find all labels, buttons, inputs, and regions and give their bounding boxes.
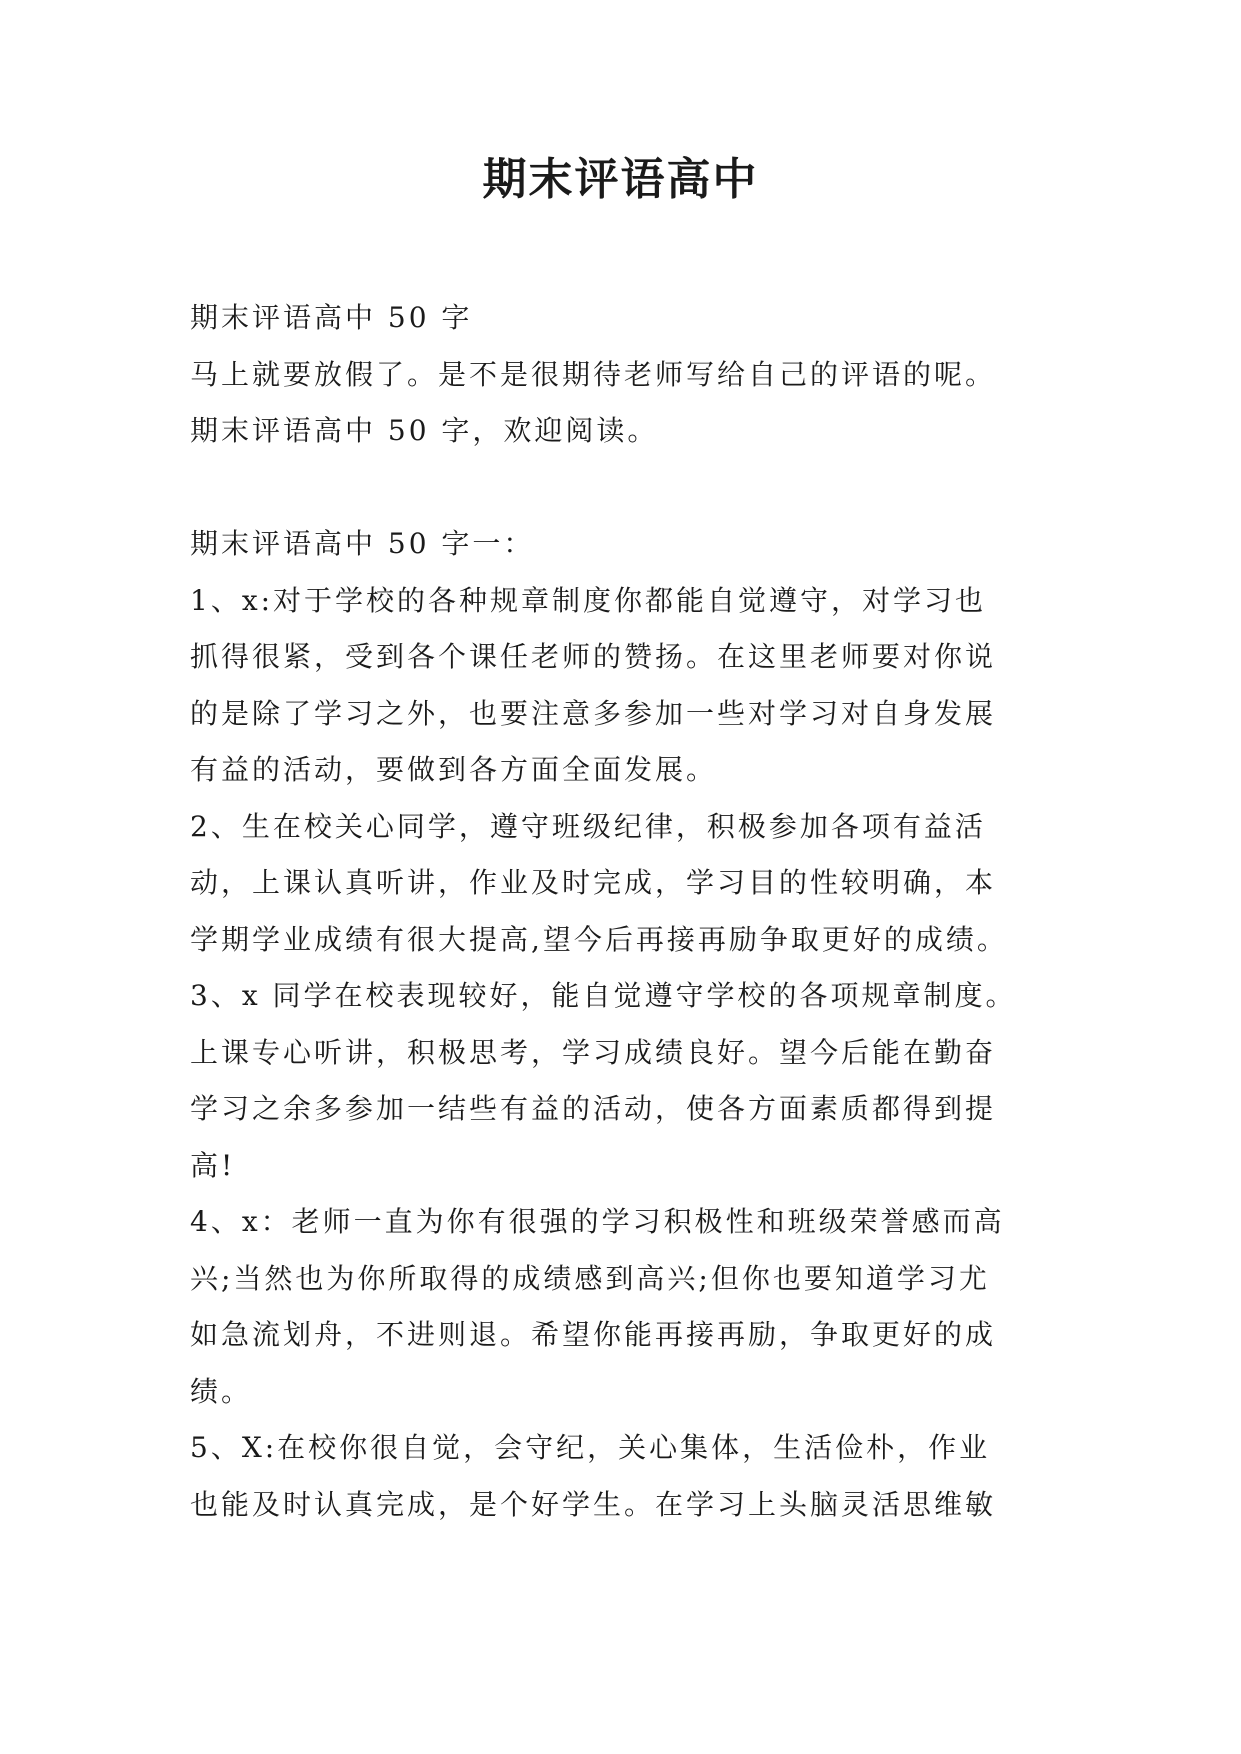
text-line: 马上就要放假了。是不是很期待老师写给自己的评语的呢。 <box>190 357 997 391</box>
text-line: 的是除了学习之外，也要注意多参加一些对学习对自身发展 <box>190 696 997 730</box>
text-line: 兴;当然也为你所取得的成绩感到高兴;但你也要知道学习尤 <box>190 1261 990 1295</box>
text-line: 1、x:对于学校的各种规章制度你都能自觉遵守，对学习也 <box>190 583 987 617</box>
text-line: 动，上课认真听讲，作业及时完成，学习目的性较明确，本 <box>190 866 997 899</box>
text-line: 5、X:在校你很自觉，会守纪，关心集体，生活俭朴，作业 <box>190 1431 991 1464</box>
text-line: 期末评语高中 50 字，欢迎阅读。 <box>190 414 659 447</box>
text-line: 4、x：老师一直为你有很强的学习积极性和班级荣誉感而高 <box>190 1205 1005 1238</box>
blank-line <box>190 460 1070 517</box>
text-line: 绩。 <box>190 1374 253 1408</box>
text-line: 有益的活动，要做到各方面全面发展。 <box>190 753 718 786</box>
text-line: 2、生在校关心同学，遵守班级纪律，积极参加各项有益活 <box>190 809 986 843</box>
text-line: 期末评语高中 50 字 <box>190 301 473 334</box>
text-line: 抓得很紧，受到各个课任老师的赞扬。在这里老师要对你说 <box>190 640 997 673</box>
text-line: 学习之余多参加一结些有益的活动，使各方面素质都得到提 <box>190 1092 997 1125</box>
text-line: 学期学业成绩有很大提高,望今后再接再励争取更好的成绩。 <box>190 922 1008 956</box>
text-line: 上课专心听讲，积极思考，学习成绩良好。望今后能在勤奋 <box>190 1035 997 1069</box>
text-line: 也能及时认真完成，是个好学生。在学习上头脑灵活思维敏 <box>190 1487 997 1521</box>
section-heading: 期末评语高中 50 字一： <box>190 527 535 560</box>
text-line: 高! <box>190 1148 236 1182</box>
document-title: 期末评语高中 <box>482 154 759 205</box>
text-line: 如急流划舟，不进则退。希望你能再接再励，争取更好的成 <box>190 1318 997 1351</box>
text-line: 3、x 同学在校表现较好，能自觉遵守学校的各项规章制度。 <box>190 979 1017 1012</box>
document-body <box>190 290 1070 1533</box>
